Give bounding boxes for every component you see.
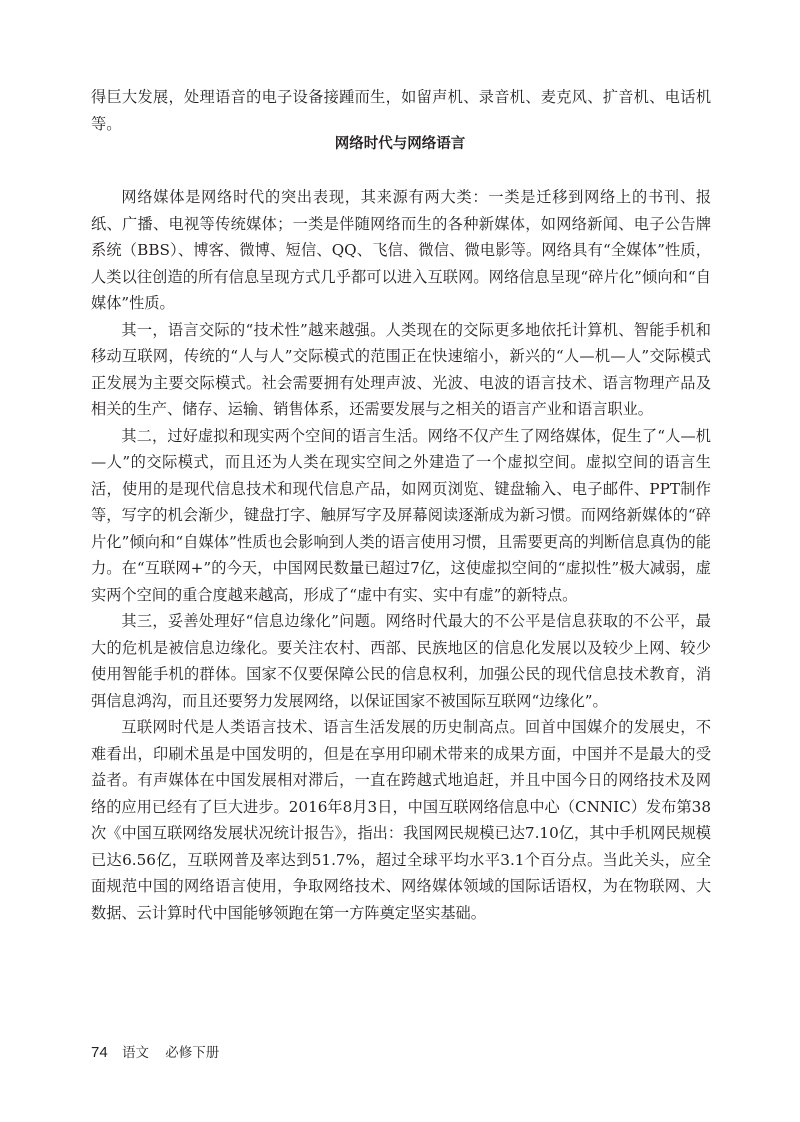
- paragraph: 其二，过好虚拟和现实两个空间的语言生活。网络不仅产生了网络媒体，促生了“人—机—人”的交际模式，而且还为人类在现实空间之外建造了一个虚拟空间。虚拟空间的语言生活，使用的是现代信息技术和现代信息产品，如网页浏览、键盘输入、电子邮件、PPT制作等，写字的机会渐少，键盘打字、触屏写字及屏幕阅读逐渐成为新习惯。而网络新媒体的“碎片化”倾向和“自媒体”性质也会影响到人类的语言使用习惯，且需要更高的判断信息真伪的能力。在“互联网+”的今天，中国网民数量已超过7亿，这使虚拟空间的“虚拟性”极大减弱，虚实两个空间的重合度越来越高，形成了“虚中有实、实中有虚”的新特点。: [91, 426, 711, 604]
- paragraph: 其一，语言交际的“技术性”越来越强。人类现在的交际更多地依托计算机、智能手机和移动互联网，传统的“人与人”交际模式的范围正在快速缩小，新兴的“人—机—人”交际模式正发展为主要交际模式。社会需要拥有处理声波、光波、电波的语言技术、语言物理产品及相关的生产、储存、运输、销售体系，还需要发展与之相关的语言产业和语言职业。: [91, 320, 711, 418]
- page-number: 74: [91, 1044, 108, 1061]
- body-text: [91, 184, 711, 926]
- lead-line: 得巨大发展，处理语音的电子设备接踵而生，如留声机、录音机、麦克风、扩音机、电话机等。: [91, 88, 711, 133]
- page-footer: [91, 1043, 219, 1063]
- volume-title: 必修下册: [165, 1045, 220, 1061]
- paragraph: 互联网时代是人类语言技术、语言生活发展的历史制高点。回首中国媒介的发展史，不难看出，印刷术虽是中国发明的，但是在享用印刷术带来的成果方面，中国并不是最大的受益者。有声媒体在中国发展相对滞后，一直在跨越式地追赶，并且中国今日的网络技术及网络的应用已经有了巨大进步。2016年8月3日，中国互联网络信息中心（CNNIC）发布第38次《中国互联网络发展状况统计报告》，指出：我国网民规模已达7.10亿，其中手机网民规模已达6.56亿，互联网普及率达到51.7%，超过全球平均水平3.1个百分点。当此关头，应全面规范中国的网络语言使用，争取网络技术、网络媒体领域的国际话语权，为在物联网、大数据、云计算时代中国能够领跑在第一方阵奠定坚实基础。: [91, 718, 711, 922]
- section-title: 网络时代与网络语言: [334, 136, 466, 152]
- paragraph: 其三，妥善处理好“信息边缘化”问题。网络时代最大的不公平是信息获取的不公平，最大的危机是被信息边缘化。要关注农村、西部、民族地区的信息化发展以及较少上网、较少使用智能手机的群体。国家不仅要保障公民的信息权利，加强公民的现代信息技术教育，消弭信息鸿沟，而且还要努力发展网络，以保证国家不被国际互联网“边缘化”。: [91, 612, 711, 710]
- paragraph: 网络媒体是网络时代的突出表现，其来源有两大类：一类是迁移到网络上的书刊、报纸、广播、电视等传统媒体；一类是伴随网络而生的各种新媒体，如网络新闻、电子公告牌系统（BBS）、博客、微博、短信、QQ、飞信、微信、微电影等。网络具有“全媒体”性质，人类以往创造的所有信息呈现方式几乎都可以进入互联网。网络信息呈现“碎片化”倾向和“自媒体”性质。: [91, 188, 711, 312]
- book-title: 语文: [121, 1045, 149, 1061]
